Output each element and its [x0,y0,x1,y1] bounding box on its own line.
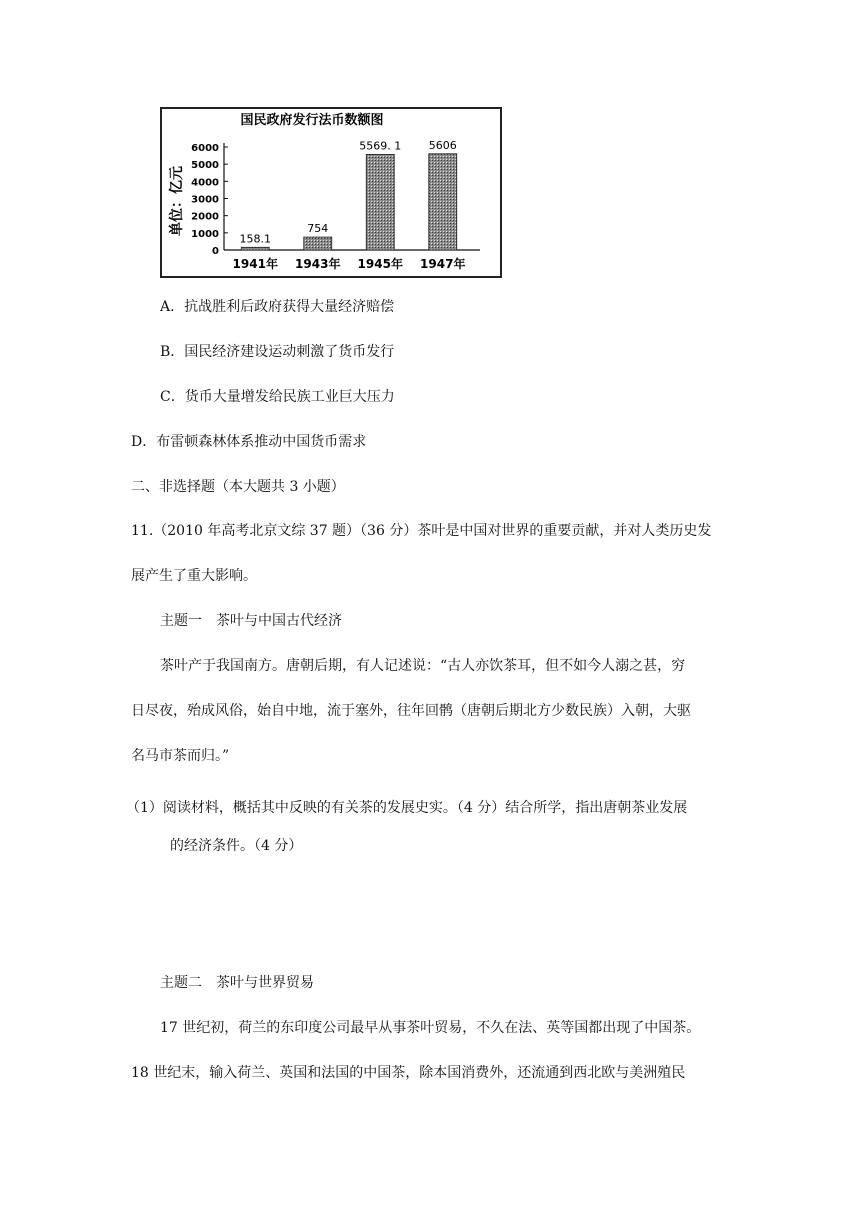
bar-1945年 [366,154,394,250]
bars [241,154,457,250]
theme-one-heading: 主题一 茶叶与中国古代经济 [160,613,342,629]
x-tick-labels [233,256,466,271]
value-labels [240,139,457,246]
value-label: 158.1 [239,232,271,246]
x-tick-label: 1945年 [357,257,403,271]
question-11-line-1: 11.（2010 年高考北京文综 37 题）（36 分）茶叶是中国对世界的重要贡献，并对人类历史发 [131,523,712,539]
value-label: 754 [307,222,329,236]
x-tick-label: 1941年 [232,257,278,271]
bar-chart-svg [162,109,500,276]
value-label: 5606 [428,138,457,152]
material-line-1: 茶叶产于我国南方。唐朝后期，有人记述说：“古人亦饮茶耳，但不如今人溺之甚，穷 [160,658,686,674]
chart-title: 国民政府发行法币数额图 [240,113,384,128]
material-2-line-1: 17 世纪初，荷兰的东印度公司最早从事茶叶贸易，不久在法、英等国都出现了中国茶。 [160,1020,701,1036]
option-c: C．货币大量增发给民族工业巨大压力 [160,389,395,405]
material-2-line-2: 18 世纪末，输入荷兰、英国和法国的中国茶，除本国消费外，还流通到西北欧与美洲殖民 [131,1065,686,1081]
question-11-line-2: 展产生了重大影响。 [131,568,257,584]
y-tick-label: 5000 [191,160,219,172]
option-b: B．国民经济建设运动刺激了货币发行 [160,344,395,360]
y-axis-label: 单位：亿元 [169,166,185,236]
y-tick-label: 4000 [191,177,219,189]
value-label: 5569. 1 [359,139,402,153]
y-tick-label: 1000 [191,228,219,240]
y-tick-label: 6000 [191,143,219,154]
y-tick-label: 3000 [191,194,219,206]
y-tick-label: 2000 [191,211,219,223]
subquestion-1-line-2: 的经济条件。（4 分） [170,838,303,854]
material-line-2: 日尽夜，殆成风俗，始自中地，流于塞外，往年回鹘（唐朝后期北方少数民族）入朝，大驱 [131,703,691,719]
bar-1947年 [429,154,457,250]
x-tick-label: 1947年 [420,257,466,271]
option-a: A．抗战胜利后政府获得大量经济赔偿 [160,299,395,315]
currency-issuance-chart [160,107,502,278]
option-d: D．布雷顿森林体系推动中国货币需求 [131,434,367,450]
subquestion-1-line-1: （1）阅读材料，概括其中反映的有关茶的发展史实。（4 分）结合所学，指出唐朝茶业发展 [126,800,688,816]
bar-1941年 [241,247,269,250]
x-tick-label: 1943年 [295,257,341,271]
bar-1943年 [304,237,332,250]
y-tick-label: 0 [212,246,219,257]
material-line-3: 名马市茶而归。” [131,748,230,764]
theme-two-heading: 主题二 茶叶与世界贸易 [160,975,314,991]
section-heading: 二、非选择题（本大题共 3 小题） [131,479,345,495]
